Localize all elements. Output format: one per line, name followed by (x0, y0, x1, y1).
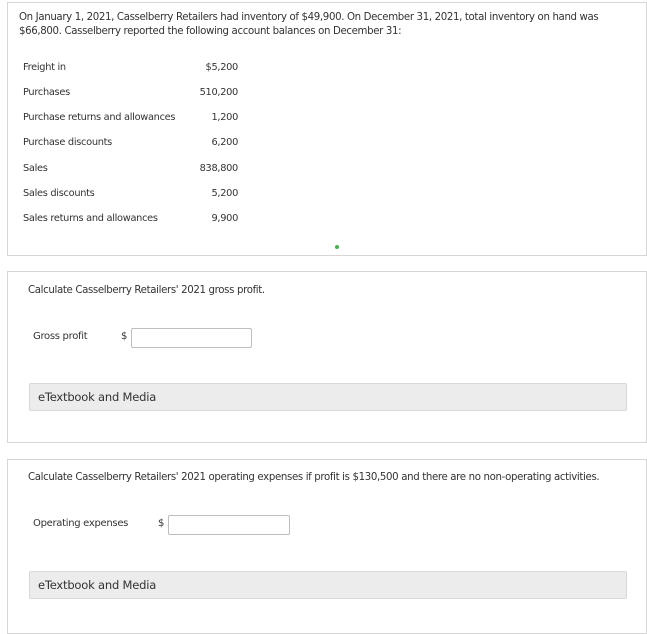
gross-profit-label: Gross profit (33, 331, 88, 342)
account-value: 838,800 (199, 163, 238, 174)
account-label: Sales returns and allowances (23, 213, 158, 224)
currency-symbol: $ (158, 518, 165, 529)
etextbook-media-button[interactable]: eTextbook and Media (29, 383, 627, 411)
question-panel-operating-expenses (7, 459, 647, 634)
account-row (23, 188, 238, 202)
problem-intro: On January 1, 2021, Casselberry Retailers had inventory of $49,900. On December 31, 2021, total inventory on hand was $66,800. Casselberry reported the following account balances on December 31: (19, 12, 599, 37)
account-value: 6,200 (211, 137, 238, 148)
account-label: Purchase discounts (23, 137, 112, 148)
question-text: Calculate Casselberry Retailers' 2021 operating expenses if profit is $130,500 and there are no non-operating activities. (28, 472, 600, 483)
account-label: Sales discounts (23, 188, 95, 199)
account-row (23, 213, 238, 227)
account-value: 9,900 (211, 213, 238, 224)
question-text: Calculate Casselberry Retailers' 2021 gross profit. (28, 285, 265, 296)
account-value: $5,200 (205, 62, 238, 73)
problem-panel (7, 2, 647, 256)
operating-expenses-label: Operating expenses (33, 518, 129, 529)
account-label: Purchases (23, 87, 70, 98)
gross-profit-input[interactable] (131, 328, 252, 348)
account-value: 5,200 (211, 188, 238, 199)
account-label: Purchase returns and allowances (23, 112, 176, 123)
account-label: Freight in (23, 62, 66, 73)
account-row (23, 137, 238, 151)
account-label: Sales (23, 163, 48, 174)
etextbook-media-button[interactable]: eTextbook and Media (29, 571, 627, 599)
status-dot (335, 245, 339, 249)
account-row (23, 112, 238, 126)
account-value: 510,200 (199, 87, 238, 98)
currency-symbol: $ (121, 331, 128, 342)
question-panel-gross-profit (7, 271, 647, 443)
account-row (23, 87, 238, 101)
account-value: 1,200 (211, 112, 238, 123)
account-row (23, 62, 238, 76)
operating-expenses-input[interactable] (168, 515, 290, 535)
account-row (23, 163, 238, 177)
